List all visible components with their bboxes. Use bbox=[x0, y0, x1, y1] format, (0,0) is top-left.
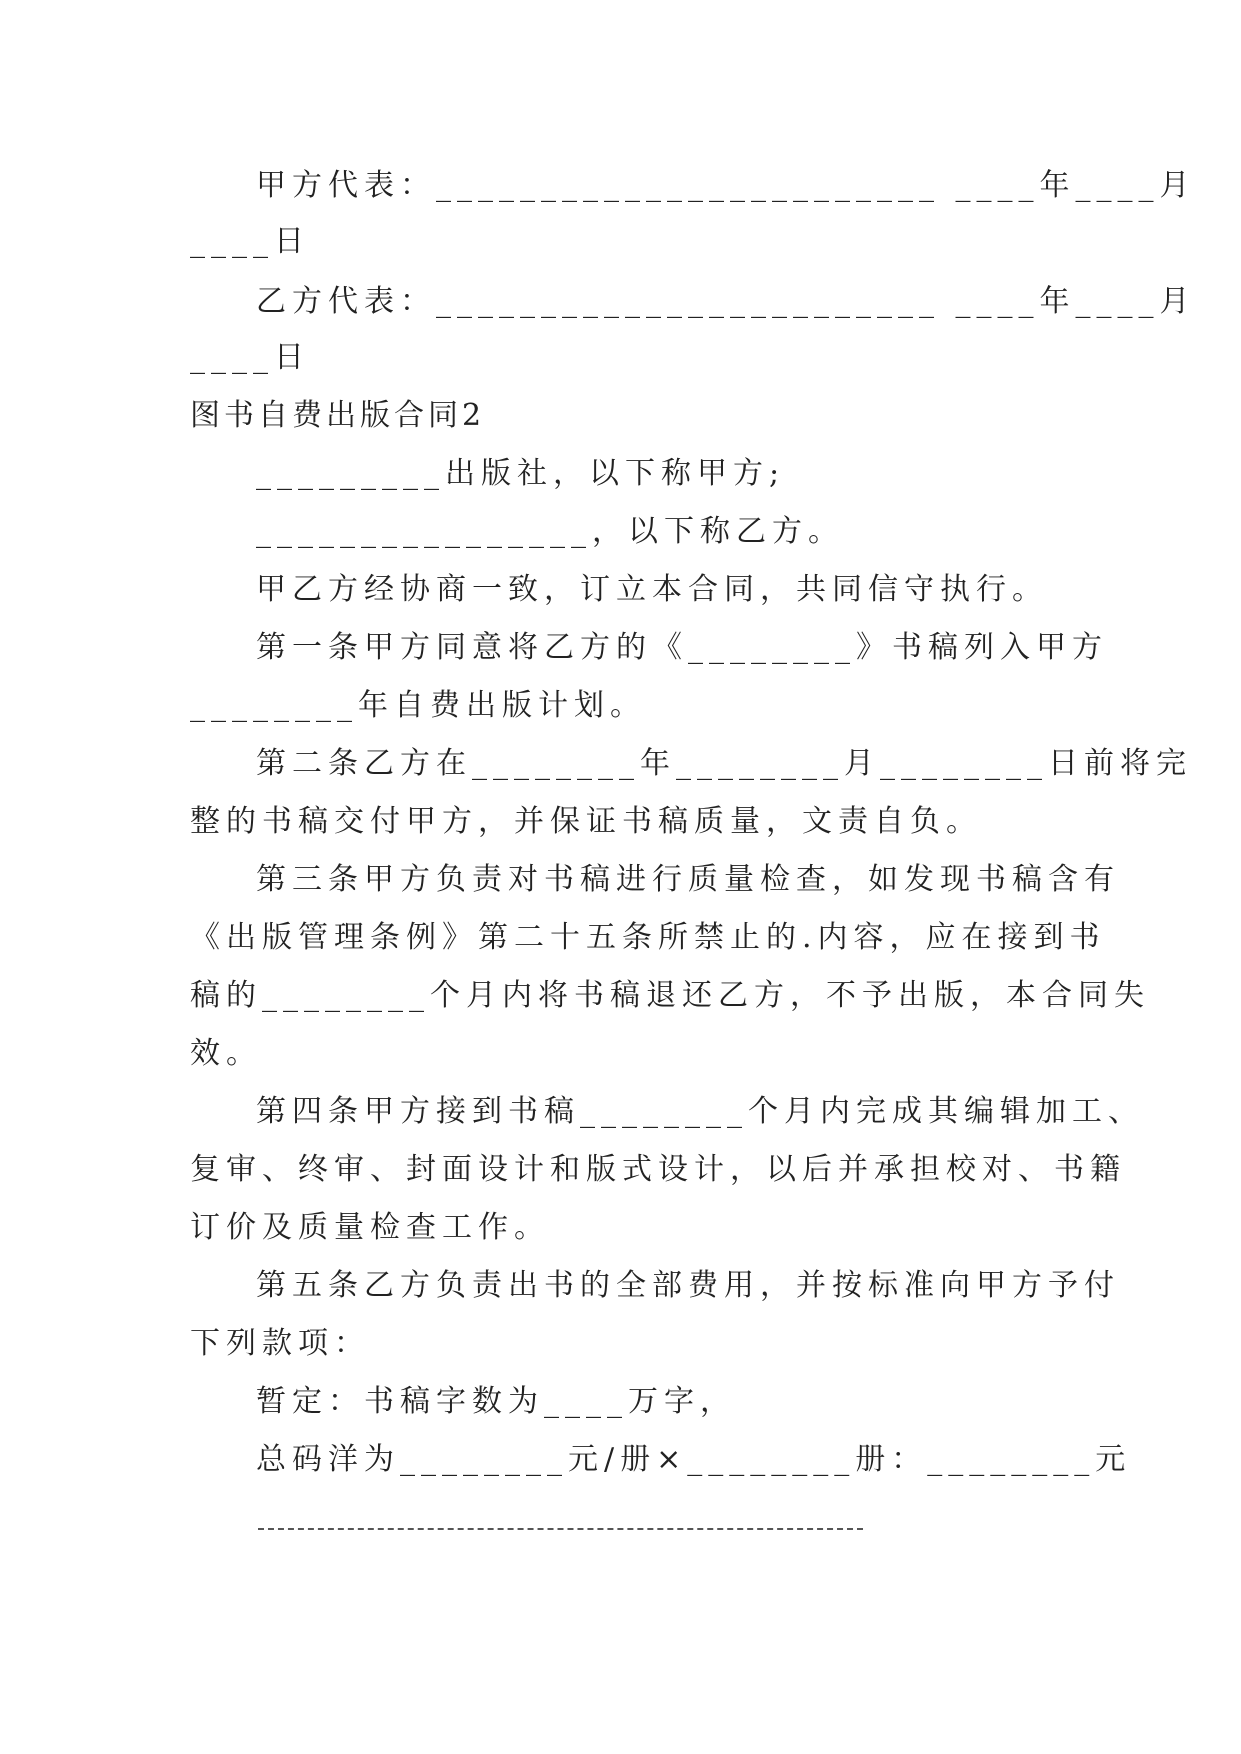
article-2-line-1: 第二条乙方在________年________月________日前将完 bbox=[256, 746, 1192, 781]
article-4-line-1: 第四条甲方接到书稿________个月内完成其编辑加工、 bbox=[256, 1094, 1144, 1129]
total-price-line: 总码洋为________元/册×________册：________元 bbox=[256, 1442, 1132, 1477]
article-1-line-2: ________年自费出版计划。 bbox=[190, 688, 646, 723]
article-3-line-1: 第三条甲方负责对书稿进行质量检查，如发现书稿含有 bbox=[256, 862, 1120, 897]
contract-title: 图书自费出版合同2 bbox=[190, 398, 486, 433]
article-4-line-2: 复审、终审、封面设计和版式设计，以后并承担校对、书籍 bbox=[190, 1152, 1126, 1187]
agreement-statement: 甲乙方经协商一致，订立本合同，共同信守执行。 bbox=[256, 572, 1048, 607]
publisher-party-line: _________出版社，以下称甲方; bbox=[256, 456, 786, 491]
word-count-line: 暂定：书稿字数为____万字， bbox=[256, 1384, 736, 1419]
article-2-line-2: 整的书稿交付甲方，并保证书稿质量，文责自负。 bbox=[190, 804, 982, 839]
party-a-date-day: ____日 bbox=[190, 224, 310, 259]
article-1-line-1: 第一条甲方同意将乙方的《________》书稿列入甲方 bbox=[256, 630, 1108, 665]
article-3-line-3: 稿的________个月内将书稿退还乙方，不予出版，本合同失 bbox=[190, 978, 1150, 1013]
party-b-date-day: ____日 bbox=[190, 340, 310, 375]
party-b-representative-line: 乙方代表：________________________ ____年____月 bbox=[256, 284, 1196, 319]
party-a-representative-line: 甲方代表：________________________ ____年____月 bbox=[256, 168, 1196, 203]
article-4-line-3: 订价及质量检查工作。 bbox=[190, 1210, 550, 1245]
dashed-rule bbox=[258, 1528, 863, 1530]
article-5-line-2: 下列款项： bbox=[190, 1326, 370, 1361]
author-party-line: ________________，以下称乙方。 bbox=[256, 514, 844, 549]
article-3-line-4: 效。 bbox=[190, 1036, 262, 1071]
article-5-line-1: 第五条乙方负责出书的全部费用，并按标准向甲方予付 bbox=[256, 1268, 1120, 1303]
article-3-line-2: 《出版管理条例》第二十五条所禁止的.内容，应在接到书 bbox=[190, 920, 1106, 955]
